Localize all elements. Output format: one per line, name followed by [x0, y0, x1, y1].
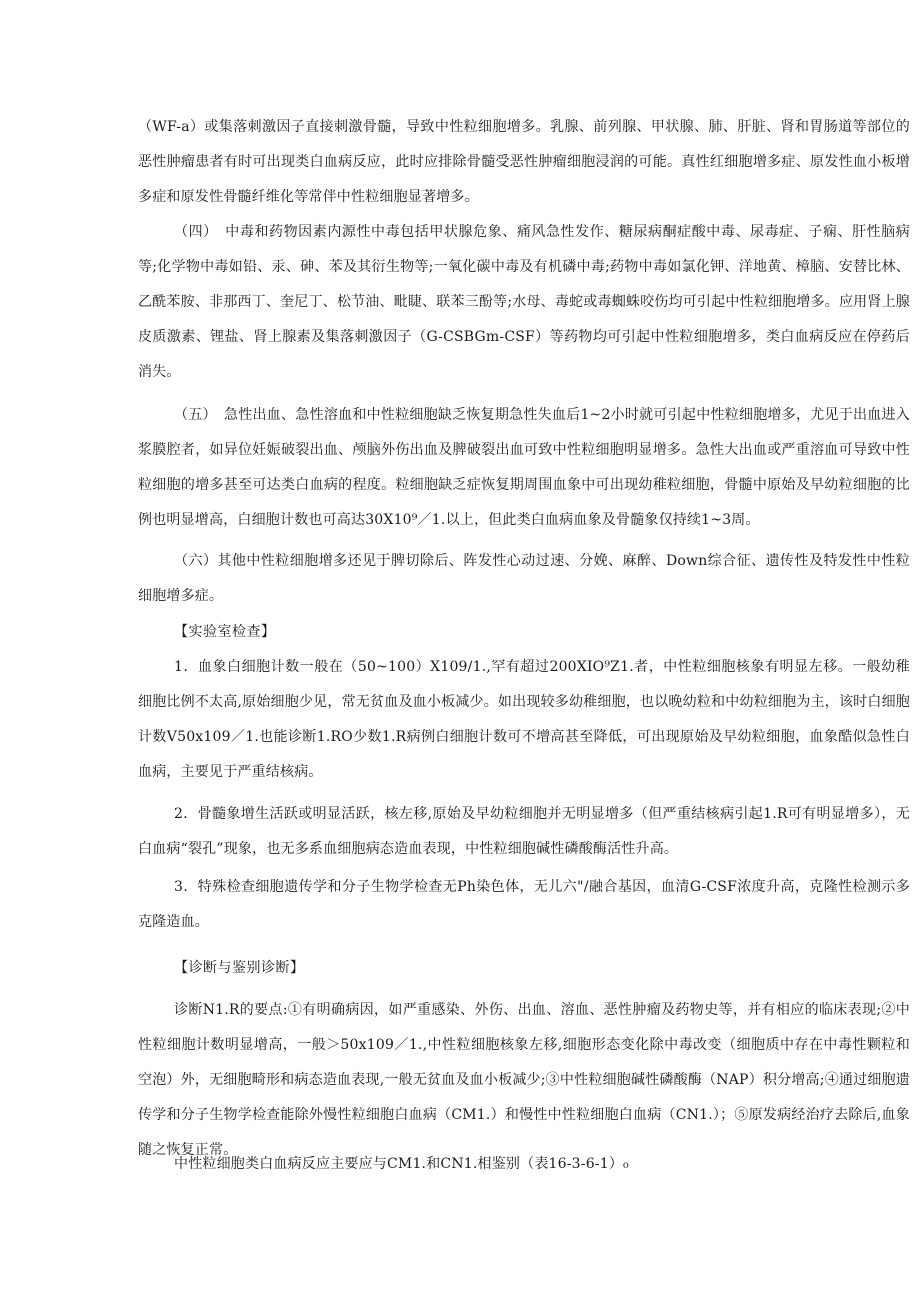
heading-lab-tests: 【实验室检查】 — [174, 624, 276, 640]
heading-diagnosis: 【诊断与鉴别诊断】 — [174, 960, 305, 976]
paragraph-differential-diagnosis: 中性粒细胞类白血病反应主要应与CM1.和CN1.相鉴别（表16-3-6-1）₀ — [174, 1156, 629, 1172]
paragraph-section-5-hemorrhage-hemolysis: （五） 急性出血、急性溶血和中性粒细胞缺乏恢复期急性失血后1~2小时就可引起中性粒细胞增多，尤见于出血进入浆膜腔者，如异位妊娠破裂出血、颅脑外伤出血及脾破裂出血可致中性粒细胞明显增多。急性大出血或严重溶血可导致中性粒细胞的增多甚至可达类白血病的程度。粒细胞缺乏症恢复期周围血象中可出现幼稚粒细胞，骨髓中原始及早幼粒细胞的比例也明显增高，白细胞计数也可高达30X10⁹／1.以上，但此类白血病血象及骨髓象仅持续1~3周。 — [138, 407, 910, 528]
paragraph-section-4-poisoning-drugs: （四） 中毒和药物因素内源性中毒包括甲状腺危象、痛风急性发作、糖尿病酮症酸中毒、尿毒症、子痫、肝性脑病等;化学物中毒如铅、汞、砷、苯及其衍生物等;一氧化碳中毒及有机磷中毒;药物中毒如氯化钾、洋地黄、樟脑、安替比林、乙酰苯胺、非那西丁、奎尼丁、松节油、毗睫、联苯三酚等;水母、毒蛇或毒蜘蛛咬伤均可引起中性粒细胞增多。应用肾上腺皮质激素、锂盐、肾上腺素及集落刺激因子（G-CSBGm-CSF）等药物均可引起中性粒细胞增多，类白血病反应在停药后消失。 — [138, 224, 910, 380]
paragraph-lab-2-bone-marrow: 2．骨髓象增生活跃或明显活跃，核左移,原始及早幼粒细胞并无明显增多（但严重结核病引起1.R可有明显增多），无白血病“裂孔”现象，也无多系血细胞病态造血表现，中性粒细胞碱性磷酸酶活性升高。 — [138, 806, 910, 857]
paragraph-lab-1-blood-picture: 1．血象白细胞计数一般在（50~100）X109/1.,罕有超过200XIO⁹Z1.者，中性粒细胞核象有明显左移。一般幼稚细胞比例不太高,原始细胞少见，常无贫血及血小板减少。如出现较多幼稚细胞，也以晚幼粒和中幼粒细胞为主，该时白细胞计数V50x109／1.也能诊断1.RO少数1.R病例白细胞计数可不增高甚至降低，可出现原始及早幼粒细胞，血象酷似急性白血病，主要见于严重结核病。 — [138, 659, 910, 780]
paragraph-section-6-other-causes: （六）其他中性粒细胞增多还见于脾切除后、阵发性心动过速、分娩、麻醉、Down综合征、遗传性及特发性中性粒细胞增多症。 — [138, 553, 910, 604]
paragraph-tumor-causes: （WF-a）或集落刺激因子直接刺激骨髓，导致中性粒细胞增多。乳腺、前列腺、甲状腺、肺、肝脏、肾和胃肠道等部位的恶性肿瘤患者有时可出现类白血病反应，此时应排除骨髓受恶性肿瘤细胞浸润的可能。真性红细胞增多症、原发性血小板增多症和原发性骨髓纤维化等常伴中性粒细胞显著增多。 — [138, 119, 910, 205]
paragraph-lab-3-special-tests: 3．特殊检查细胞遗传学和分子生物学检查无Ph染色体，无儿六"/融合基因，血清G-CSF浓度升高，克隆性检测示多克隆造血。 — [138, 879, 910, 930]
paragraph-diagnosis-criteria: 诊断N1.R的要点:①有明确病因，如严重感染、外伤、出血、溶血、恶性肿瘤及药物史等，并有相应的临床表现;②中性粒细胞计数明显增高，一般＞50x109／1.,中性粒细胞核象左移,细胞形态变化除中毒改变（细胞质中存在中毒性颗粒和空泡）外，无细胞畸形和病态造血表现,一般无贫血及血小板减少;③中性粒细胞碱性磷酸酶（NAP）积分增高;④通过细胞遗传学和分子生物学检查能除外慢性粒细胞白血病（CM1.）和慢性中性粒细胞白血病（CN1.）；⑤原发病经治疗去除后,血象随之恢复正常。 — [138, 1002, 910, 1158]
